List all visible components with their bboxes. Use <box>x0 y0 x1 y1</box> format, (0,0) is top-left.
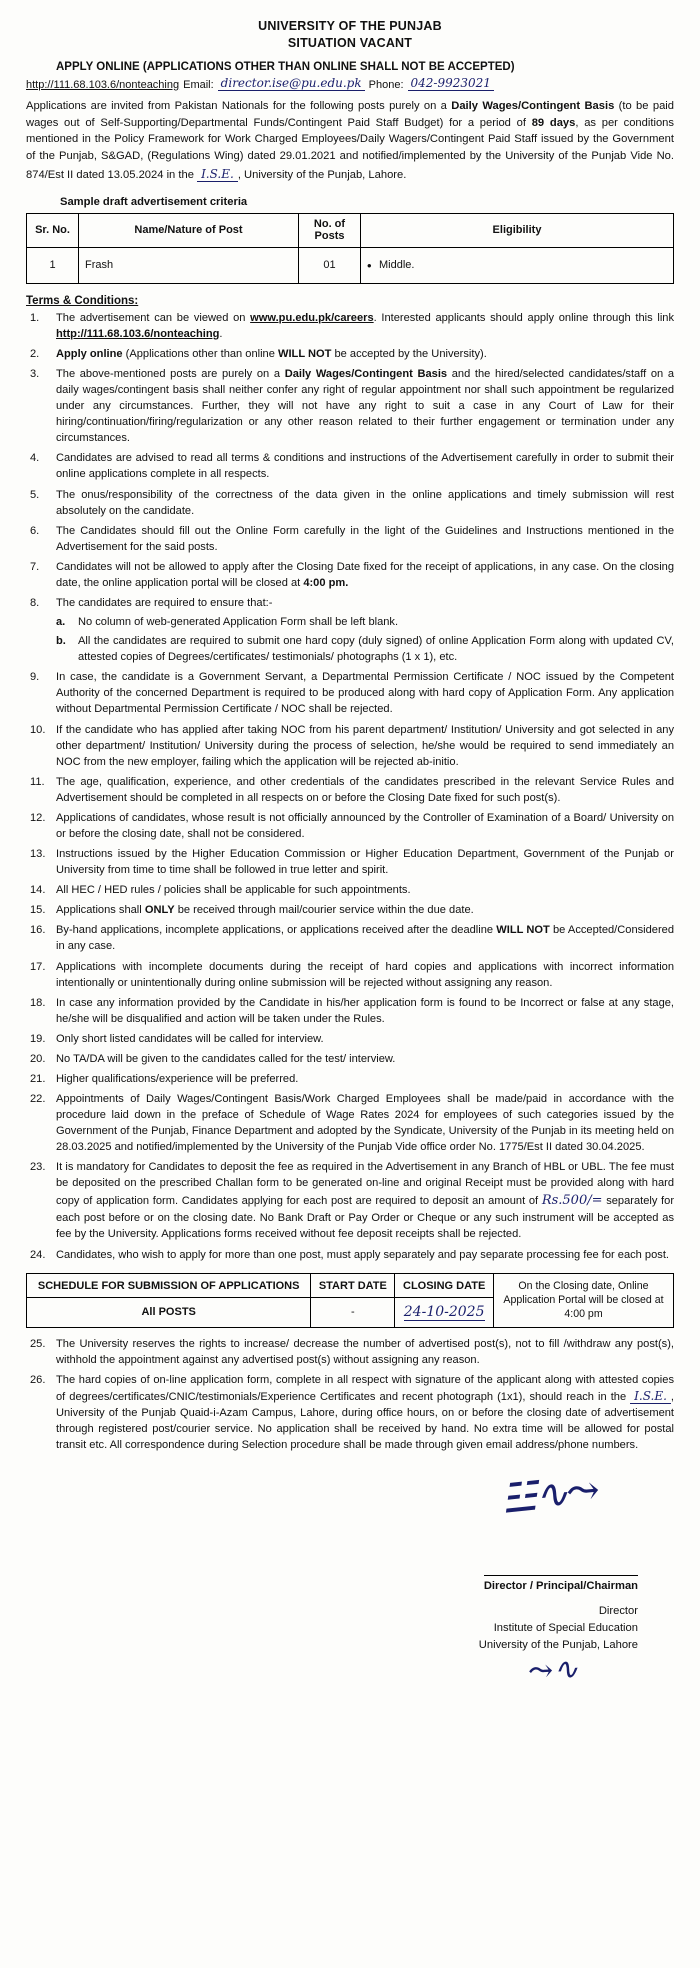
intro-paragraph <box>26 98 674 184</box>
term-text-part: WILL NOT <box>496 924 550 937</box>
term-text <box>56 882 674 898</box>
term-number: 12. <box>30 811 46 824</box>
term-number: 8. <box>30 596 40 609</box>
term-text-part: Daily Wages/Contingent Basis <box>284 367 448 380</box>
term-number: 13. <box>30 848 46 861</box>
term-text <box>56 1031 674 1047</box>
post-table <box>26 213 674 284</box>
header-eligibility: Eligibility <box>361 213 674 247</box>
term-item <box>26 1372 674 1454</box>
term-text-part: The onus/responsibility of the correctness of the data given in the online applications and timely submission will rest absolutely on the candidate. <box>56 488 674 517</box>
term-text-part: All HEC / HED rules / policies shall be applicable for such appointments. <box>56 884 411 897</box>
term-sub-number: b. <box>56 635 66 648</box>
term-text <box>56 995 674 1027</box>
term-text-part: Higher qualifications/experience will be preferred. <box>56 1073 299 1086</box>
term-text <box>56 450 674 482</box>
term-sub-text: No column of web-generated Application Form shall be left blank. <box>78 616 399 629</box>
intro-text-4: , University of the Punjab, Lahore. <box>237 168 407 181</box>
term-text-part: The above-mentioned posts are purely on a <box>56 367 285 380</box>
email-label: Email: <box>183 78 214 91</box>
term-item <box>26 722 674 770</box>
term-text <box>56 595 674 665</box>
term-number: 9. <box>30 671 40 684</box>
term-item <box>26 1336 674 1368</box>
term-text <box>56 810 674 842</box>
term-text-part: WILL NOT <box>277 347 332 360</box>
term-text-part: I.S.E. <box>630 1389 671 1404</box>
term-text-part: be Accepted/Considered in any case. <box>56 924 674 953</box>
term-text-part: Only short listed candidates will be called for interview. <box>56 1032 324 1045</box>
term-item <box>26 902 674 918</box>
term-item <box>26 846 674 878</box>
term-text <box>56 559 674 591</box>
term-text-part: Appointments of Daily Wages/Contingent Basis/Work Charged Employees shall be made/paid in accordance with the procedure laid down in the preface of Schedule of Wage Rates 2024 for employees of such categories issued by the Government of the Punjab, Finance Department and adopted by the Syndicate, University of the Punjab in its meeting held on 28.03.2025 and notified/implemented by the University of the Punjab Vide office order No. 1775/Est II dated 30.04.2025. <box>56 1093 674 1154</box>
term-item <box>26 810 674 842</box>
term-text-part: The University reserves the rights to increase/ decrease the number of advertised post(s), not to fill /withdraw any post(s), withhold the appointment against any advertised post(s) without assigning any reason. <box>56 1337 674 1366</box>
university-name: UNIVERSITY OF THE PUNJAB <box>258 19 442 33</box>
term-number: 10. <box>30 723 46 736</box>
table-row <box>27 247 674 283</box>
term-sub-number: a. <box>56 616 66 629</box>
term-text-part: The advertisement can be viewed on <box>56 311 251 324</box>
term-text-part: No TA/DA will be given to the candidates called for the test/ interview. <box>56 1052 396 1065</box>
term-text-part: . Interested applicants should apply online through this link <box>373 311 675 324</box>
term-text <box>56 310 674 342</box>
term-text-part: Rs.500/= <box>541 1192 603 1208</box>
cell-no-of-posts: 01 <box>299 247 361 283</box>
term-item <box>26 346 674 362</box>
term-text-part: In case, the candidate is a Government Servant, a Departmental Permission Certificate / NOC issued by the Competent Authority of the concerned Department is required to be produced along with hard copy of Application Form. Any application without Departmental Permission Certificate / NOC shall be rejected. <box>56 671 674 716</box>
secondary-signature-mark: ⤳∿ <box>526 1650 580 1690</box>
term-sub-text: All the candidates are required to submit one hard copy (duly signed) of online Application Form along with updated CV, attested copies of Degrees/certificates/ testimonials/ photographs (1 x 1), etc. <box>78 635 674 664</box>
document-header <box>26 18 674 52</box>
signature-designation-line: Director / Principal/Chairman <box>484 1575 638 1595</box>
term-text <box>56 669 674 717</box>
term-text <box>56 1071 674 1087</box>
term-number: 19. <box>30 1032 46 1045</box>
term-number: 23. <box>30 1161 46 1174</box>
terms-list-continued <box>26 1336 674 1454</box>
schedule-header-row <box>27 1273 674 1298</box>
term-sub-item <box>56 633 674 665</box>
term-item <box>26 559 674 591</box>
header-no-of-posts: No. of Posts <box>299 213 361 247</box>
document-subtitle: SITUATION VACANT <box>287 35 413 50</box>
term-text-part: Applications shall <box>56 904 145 917</box>
term-item <box>26 310 674 342</box>
term-text <box>56 959 674 991</box>
term-item <box>26 882 674 898</box>
schedule-start-date: - <box>311 1298 395 1327</box>
term-number: 14. <box>30 884 46 897</box>
term-number: 17. <box>30 960 46 973</box>
phone-label: Phone: <box>368 78 404 91</box>
term-text <box>56 523 674 555</box>
term-text-part: and the hired/selected candidates/staff on a daily wages/contingent basis shall neither confer any right of regular appointment nor shall such appointment be regularized under any circumstances. Further, they will not have any right to suit a case in any Court of Law for their hiring/continuation/firing/regularization or any other reason related to their further engagement or termination under any circumstances. <box>56 367 674 445</box>
term-number: 7. <box>30 560 40 573</box>
intro-text-2: (to be paid wages out of Self-Supporting/Departmental Funds/Contingent Paid Staff Budget) for a period of <box>26 99 674 129</box>
term-text <box>56 846 674 878</box>
term-number: 22. <box>30 1093 46 1106</box>
footer-designation: Director <box>598 1605 638 1618</box>
term-number: 6. <box>30 524 40 537</box>
department-handwritten: I.S.E. <box>197 167 238 182</box>
term-text-part: Instructions issued by the Higher Education Commission or Higher Education Department, Government of the Punjab or University from time to time shall be followed in true letter and spirit. <box>56 848 674 877</box>
term-item <box>26 669 674 717</box>
term-item <box>26 1051 674 1067</box>
term-text <box>56 774 674 806</box>
term-number: 16. <box>30 924 46 937</box>
term-number: 2. <box>30 347 40 360</box>
term-item <box>26 959 674 991</box>
apply-url[interactable]: http://111.68.103.6/nonteaching <box>26 78 180 91</box>
term-text-part: Applications with incomplete documents during the receipt of hard copies and applications with incorrect information intentionally or unintentionally during online submission will be rejected without assigning any reason. <box>56 960 674 989</box>
term-text-part: In case any information provided by the Candidate in his/her application form is found to be Incorrect or false at any stage, he/she will be disqualified and action will be taken under the Rules. <box>56 996 674 1025</box>
term-number: 20. <box>30 1052 46 1065</box>
term-number: 24. <box>30 1248 46 1261</box>
term-text <box>56 1091 674 1155</box>
term-text <box>56 346 674 362</box>
term-text-part: , University of the Punjab Quaid-i-Azam Campus, Lahore, during office hours, on or before the closing date of advertisement through registered post/courier service. No application shall be received by hand. No extra time will be allowed for postal transit etc. All correspondence during Selection procedure shall be made through given email address/phone numbers. <box>56 1390 674 1452</box>
term-item <box>26 774 674 806</box>
term-text-part: By-hand applications, incomplete applications, or applications received after the deadline <box>56 924 497 937</box>
term-item <box>26 487 674 519</box>
term-number: 25. <box>30 1337 46 1350</box>
terms-list <box>26 310 674 1263</box>
schedule-col-title: SCHEDULE FOR SUBMISSION OF APPLICATIONS <box>27 1273 311 1298</box>
cell-eligibility <box>361 247 674 283</box>
schedule-closing-date-title: CLOSING DATE <box>395 1273 494 1298</box>
term-text-part: It is mandatory for Candidates to deposit the fee as required in the Advertisement in any Branch of HBL or UBL. The fee must be deposited on the prescribed Challan form to be generated on-line and original Receipt must be provided along with hard copy of application form. Candidates applying for each post are required to deposit an amount of <box>56 1161 674 1207</box>
term-text <box>56 1159 674 1242</box>
term-number: 21. <box>30 1073 46 1086</box>
schedule-start-date-title: START DATE <box>311 1273 395 1298</box>
term-item <box>26 1071 674 1087</box>
term-text-part: The candidates are required to ensure that:- <box>56 596 273 609</box>
term-text-part: be received through mail/courier service within the due date. <box>174 904 474 917</box>
intro-text-1: Applications are invited from Pakistan Nationals for the following posts purely on a <box>26 99 452 112</box>
term-text-part: (Applications other than online <box>125 347 278 360</box>
term-text <box>56 922 674 954</box>
footer-institute: Institute of Special Education <box>493 1621 638 1634</box>
term-number: 5. <box>30 488 40 501</box>
term-text <box>56 1051 674 1067</box>
sample-criteria-title: Sample draft advertisement criteria <box>60 195 248 208</box>
term-item <box>26 995 674 1027</box>
term-number: 15. <box>30 904 46 917</box>
term-text-part: Candidates, who wish to apply for more than one post, must apply separately and pay separate processing fee for each post. <box>56 1248 669 1261</box>
term-text-part: be accepted by the University). <box>331 347 487 360</box>
term-text <box>56 902 674 918</box>
cell-sr: 1 <box>27 247 79 283</box>
term-item <box>26 450 674 482</box>
schedule-closing-date <box>395 1298 494 1327</box>
term-text <box>56 1336 674 1368</box>
contact-line <box>26 76 674 91</box>
term-text-part[interactable]: http://111.68.103.6/nonteaching <box>56 327 220 340</box>
term-text-part: 4:00 pm. <box>303 576 349 589</box>
term-number: 26. <box>30 1373 46 1386</box>
term-item <box>26 922 674 954</box>
closing-date-handwritten: 24-10-2025 <box>403 1304 485 1321</box>
signature-block <box>26 1467 674 1690</box>
term-number: 11. <box>30 775 45 788</box>
schedule-table <box>26 1273 674 1328</box>
term-item <box>26 523 674 555</box>
signature-mark: ☳∿⤳ <box>498 1467 601 1524</box>
intro-bold-2: 89 days <box>531 116 576 129</box>
terms-heading: Terms & Conditions: <box>26 294 139 307</box>
term-item <box>26 1159 674 1242</box>
cell-post-name: Frash <box>79 247 299 283</box>
term-text-part: . <box>219 327 223 340</box>
term-item <box>26 1247 674 1263</box>
term-number: 4. <box>30 452 40 465</box>
term-text-part: separately for each post before or on the closing date. No Bank Draft or Pay Order or Cheque or any such instrument will be accepted as fee by the University. Applications forms received without fee deposit receipts shall be rejected. <box>56 1194 675 1241</box>
term-text <box>56 487 674 519</box>
term-text-part: The age, qualification, experience, and other credentials of the candidates prescribed in the relevant Service Rules and Advertisement should be completed in all respects on or before the Closing Date fixed for such post(s). <box>56 775 674 804</box>
term-text <box>56 1247 674 1263</box>
email-handwritten: director.ise@pu.edu.pk <box>218 76 365 91</box>
term-text-part: Candidates are advised to read all terms & conditions and instructions of the Advertisement carefully in order to submit their online applications complete in all respects. <box>56 452 674 481</box>
term-text <box>56 722 674 770</box>
term-text-part: Apply online <box>56 347 126 360</box>
header-post-name: Name/Nature of Post <box>79 213 299 247</box>
term-text-part: The Candidates should fill out the Online Form carefully in the light of the Guidelines and Instructions mentioned in the Advertisement for the said posts. <box>56 524 674 553</box>
term-item <box>26 1091 674 1155</box>
term-item <box>26 366 674 446</box>
term-number: 3. <box>30 367 40 380</box>
phone-handwritten: 042-9923021 <box>408 76 494 91</box>
term-text <box>56 1372 674 1454</box>
intro-text-3: , as per conditions mentioned in the Policy Framework for Work Charged Employees/Daily Wagers/Contingent Paid Staff issued by the Government of the Punjab, S&GAD, (Regulations Wing) dated 29.01.2021 and notified/implemented by the University of the Punjab Vide No. 874/Est II dated 13.05.2024 in the <box>26 116 674 181</box>
term-text-part: If the candidate who has applied after taking NOC from his parent department/ Institution/ University and got selected in any other department/ Institution/ University during the process of selection, he/she would be required to send immediately an NOC from the new employer, failing which the application will be rejected ab-initio. <box>56 723 674 768</box>
schedule-row-label: All POSTS <box>27 1298 311 1327</box>
apply-online-heading: APPLY ONLINE (APPLICATIONS OTHER THAN ONLINE SHALL NOT BE ACCEPTED) <box>56 60 515 73</box>
term-text <box>56 366 674 446</box>
term-text-part[interactable]: www.pu.edu.pk/careers <box>250 311 374 324</box>
term-item <box>26 1031 674 1047</box>
post-table-header-row <box>27 213 674 247</box>
term-text-part: The hard copies of on-line application form, complete in all respect with signature of the applicant along with attested copies of degrees/certificates/CNIC/testimonials/Experience Certificates and recent photograph (1x1), should reach in the <box>56 1373 674 1403</box>
footer-university: University of the Punjab, Lahore <box>478 1638 638 1651</box>
term-item <box>26 595 674 665</box>
term-sub-item <box>56 614 674 630</box>
schedule-note: On the Closing date, Online Application Portal will be closed at 4:00 pm <box>494 1273 674 1327</box>
eligibility-bullet: • Middle. <box>367 259 414 271</box>
term-number: 1. <box>30 311 40 324</box>
term-number: 18. <box>30 996 46 1009</box>
intro-bold-1: Daily Wages/Contingent Basis <box>451 99 615 112</box>
term-text-part: Candidates will not be allowed to apply after the Closing Date fixed for the receipt of applications, in any case. On the closing date, the online application portal will be closed at <box>56 560 674 589</box>
header-sr-no: Sr. No. <box>27 213 79 247</box>
term-text-part: Applications of candidates, whose result is not officially announced by the Controller of Examination of a Board/ University on or before the closing date, shall not be considered. <box>56 811 674 840</box>
term-text-part: ONLY <box>144 904 175 917</box>
